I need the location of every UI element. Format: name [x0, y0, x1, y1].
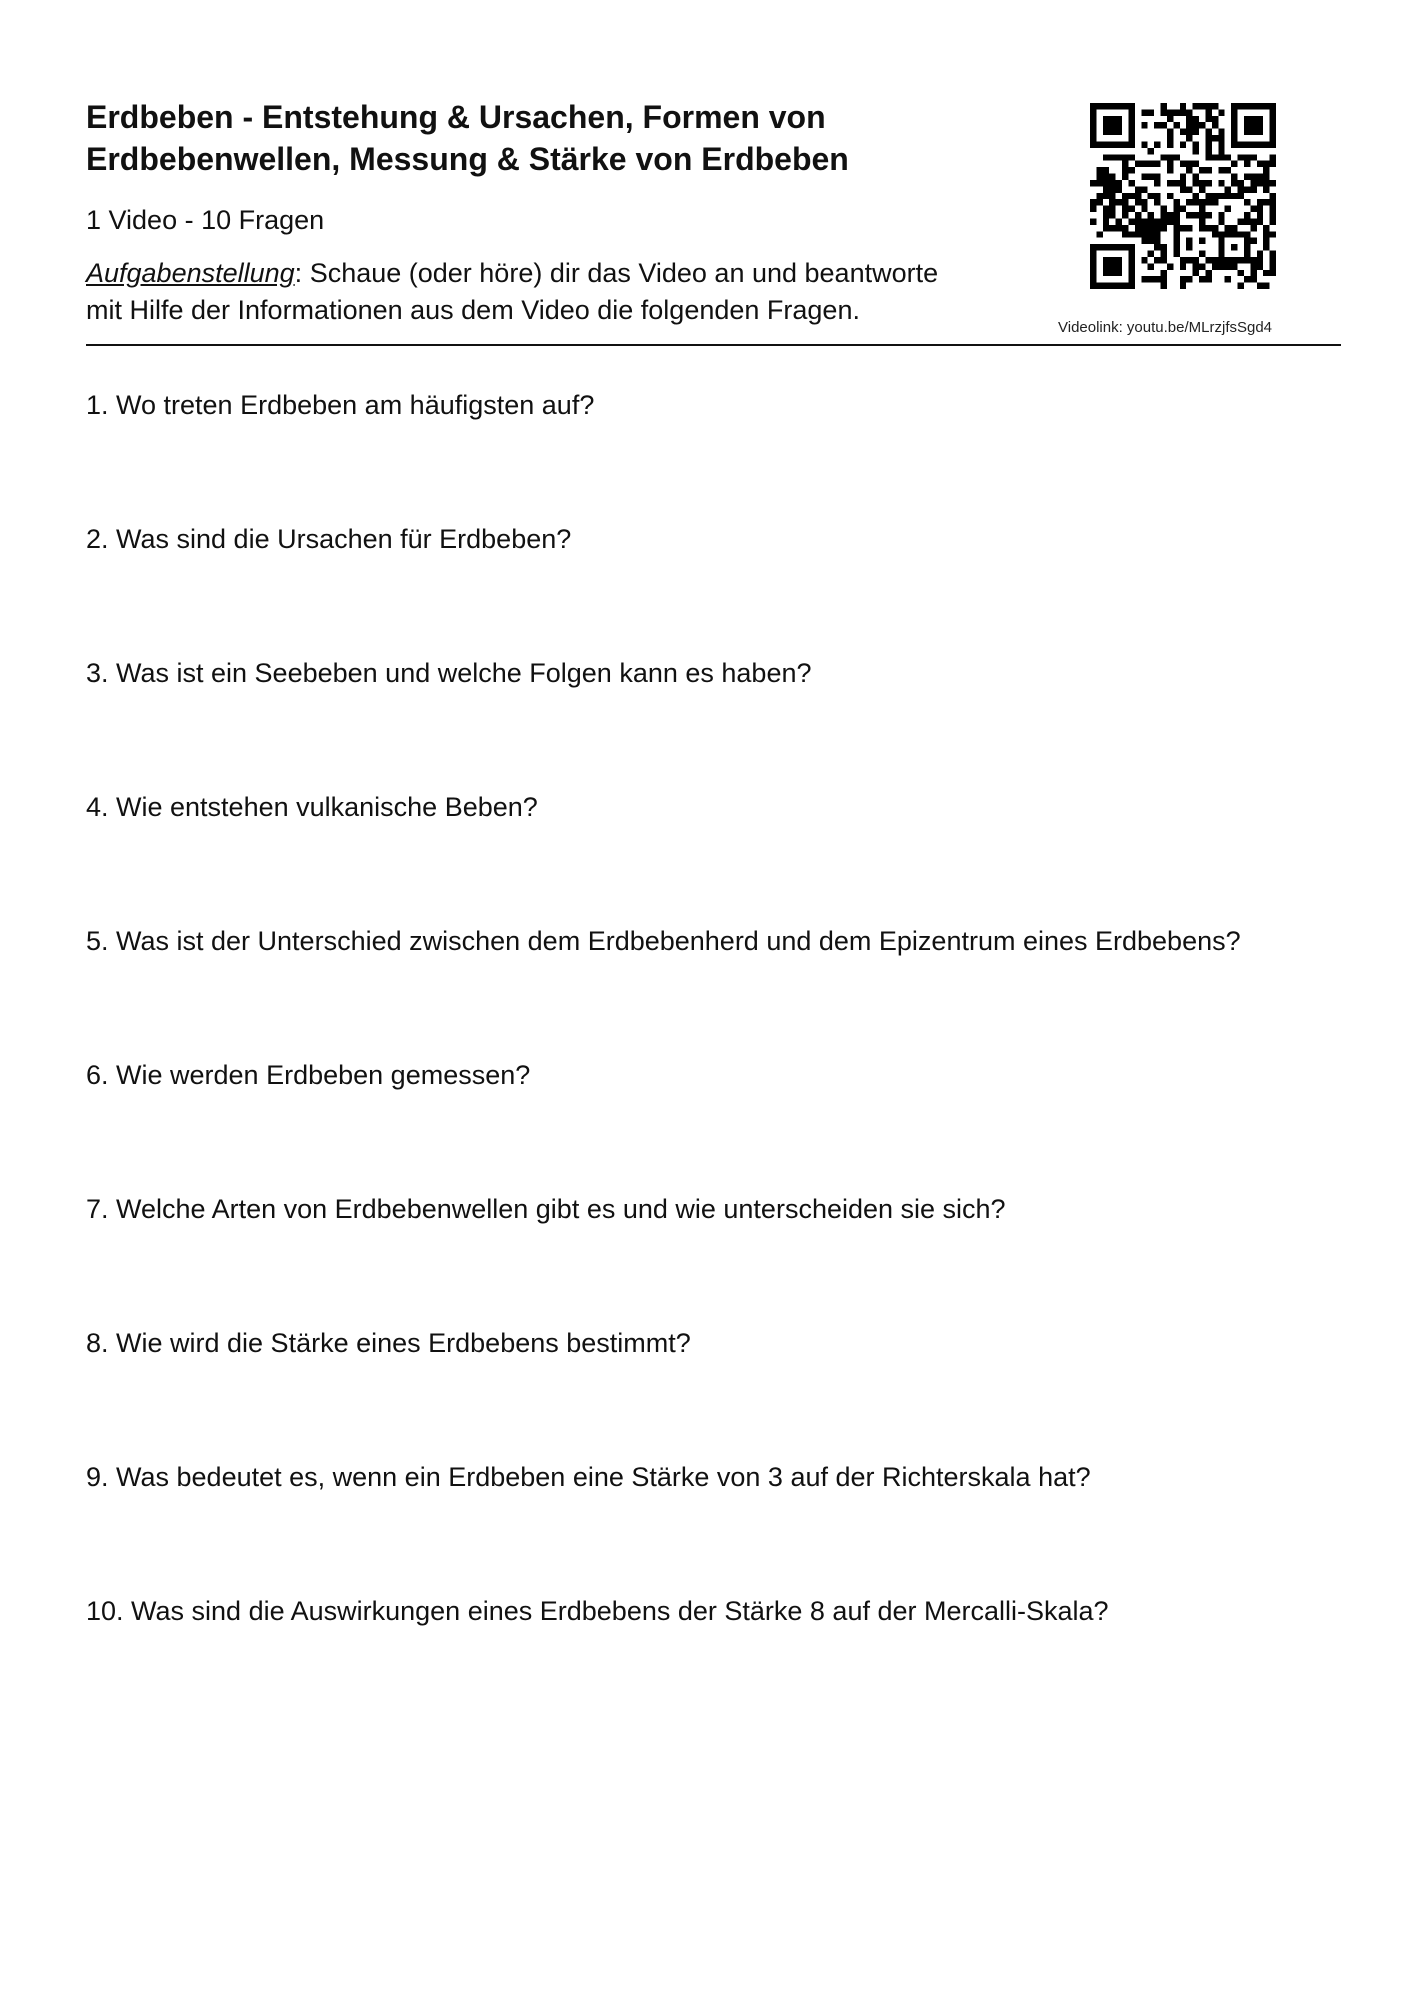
instructions-separator: :: [294, 258, 310, 288]
title-line-2: Erdbebenwellen, Messung & Stärke von Erdbeben: [86, 141, 849, 177]
worksheet-title: [86, 96, 1046, 180]
question-item: 7. Welche Arten von Erdbebenwellen gibt es und wie unterscheiden sie sich?: [86, 1194, 1006, 1224]
title-line-1: Erdbeben - Entstehung & Ursachen, Formen von: [86, 99, 826, 135]
question-item: 8. Wie wird die Stärke eines Erdbebens bestimmt?: [86, 1328, 691, 1358]
instructions-text-line-1: Schaue (oder höre) dir das Video an und beantworte: [309, 258, 939, 288]
question-item: 10. Was sind die Auswirkungen eines Erdbebens der Stärke 8 auf der Mercalli-Skala?: [86, 1596, 1109, 1626]
question-list: [86, 388, 1376, 1728]
question-item: 2. Was sind die Ursachen für Erdbeben?: [86, 524, 572, 554]
question-item: 3. Was ist ein Seebeben und welche Folgen kann es haben?: [86, 658, 812, 688]
instructions-label: Aufgabenstellung: [86, 258, 295, 288]
instructions: [86, 255, 1046, 329]
header-divider: [86, 344, 1341, 346]
instructions-text-line-2: mit Hilfe der Informationen aus dem Video die folgenden Fragen.: [86, 295, 860, 325]
worksheet-subtitle: 1 Video - 10 Fragen: [86, 205, 325, 235]
question-item: 1. Wo treten Erdbeben am häufigsten auf?: [86, 390, 595, 420]
qr-code-graphic: [1090, 103, 1276, 289]
question-item: 4. Wie entstehen vulkanische Beben?: [86, 792, 538, 822]
question-item: 9. Was bedeutet es, wenn ein Erdbeben eine Stärke von 3 auf der Richterskala hat?: [86, 1462, 1091, 1492]
qr-code-icon[interactable]: [1090, 103, 1276, 289]
video-link[interactable]: Videolink: youtu.be/MLrzjfsSgd4: [1058, 319, 1273, 336]
question-item: 6. Wie werden Erdbeben gemessen?: [86, 1060, 531, 1090]
question-item: 5. Was ist der Unterschied zwischen dem Erdbebenherd und dem Epizentrum eines Erdbebens?: [86, 926, 1241, 956]
